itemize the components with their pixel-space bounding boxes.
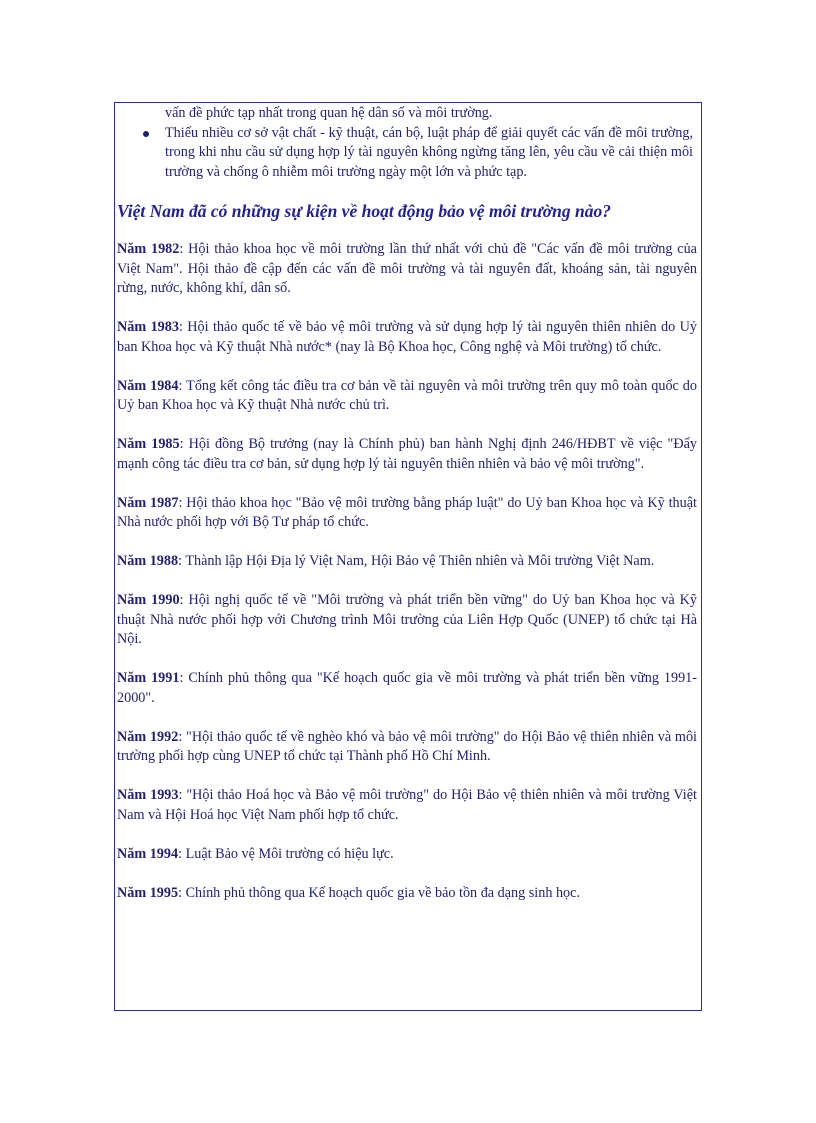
event-paragraph xyxy=(117,786,699,825)
event-year: Năm 1993 xyxy=(117,787,179,803)
event-paragraph xyxy=(117,494,699,533)
event-text: : Hội thảo khoa học "Bảo vệ môi trường bằng pháp luật" do Uỷ ban Khoa học và Kỹ thuật Nhà nước phối hợp với Bộ Tư pháp tổ chức. xyxy=(117,494,697,530)
section-heading: Việt Nam đã có những sự kiện về hoạt động bảo vệ môi trường nào? xyxy=(117,201,611,221)
event-text: : "Hội thảo Hoá học và Bảo vệ môi trường" do Hội Bảo vệ thiên nhiên và môi trường Việt Nam và Hội Hoá học Việt Nam phối hợp tổ chức. xyxy=(117,787,697,823)
event-paragraph xyxy=(117,591,699,650)
list-item xyxy=(117,124,699,183)
event-text: : Chính phủ thông qua "Kế hoạch quốc gia về môi trường và phát triển bền vững 1991-2000". xyxy=(117,670,697,706)
event-year: Năm 1987 xyxy=(117,494,179,511)
document-content xyxy=(117,104,699,923)
event-year: Năm 1988 xyxy=(117,553,179,569)
event-year: Năm 1995 xyxy=(117,884,179,901)
bullet-list xyxy=(117,104,699,182)
event-paragraph xyxy=(117,669,699,708)
event-paragraph xyxy=(117,318,699,357)
event-year: Năm 1984 xyxy=(117,377,179,394)
event-year: Năm 1994 xyxy=(117,845,179,862)
list-item-text: vấn đề phức tạp nhất trong quan hệ dân số và môi trường. xyxy=(165,105,493,121)
event-text: : Hội thảo khoa học về môi trường lần thứ nhất với chủ đề "Các vấn đề môi trường của Việt Nam". Hội thảo đề cập đến các vấn đề môi trường và tài nguyên đất, khoáng sản, tài nguyên rừng, nước, không khí, dân số. xyxy=(117,241,697,296)
event-text: : "Hội thảo quốc tế về nghèo khó và bảo vệ môi trường" do Hội Bảo vệ thiên nhiên và môi trường phối hợp cùng UNEP tổ chức tại Thành phố Hồ Chí Minh. xyxy=(117,728,697,764)
event-year: Năm 1992 xyxy=(117,728,179,745)
event-paragraph xyxy=(117,728,699,767)
event-text: : Tổng kết công tác điều tra cơ bản về tài nguyên và môi trường trên quy mô toàn quốc do Uỷ ban Khoa học và Kỹ thuật Nhà nước chủ trì. xyxy=(117,377,697,413)
event-year: Năm 1990 xyxy=(117,592,180,608)
event-text: : Luật Bảo vệ Môi trường có hiệu lực. xyxy=(178,845,394,862)
event-paragraph xyxy=(117,845,699,865)
event-paragraph xyxy=(117,884,699,904)
event-text: : Hội đồng Bộ trưởng (nay là Chính phủ) ban hành Nghị định 246/HĐBT về việc "Đẩy mạnh công tác điều tra cơ bản, sử dụng hợp lý tài nguyên thiên nhiên và bảo vệ môi trường". xyxy=(117,436,697,472)
event-text: : Thành lập Hội Địa lý Việt Nam, Hội Bảo vệ Thiên nhiên và Môi trường Việt Nam. xyxy=(178,553,655,569)
event-paragraph xyxy=(117,377,699,416)
event-paragraph xyxy=(117,435,699,474)
event-text: : Hội nghị quốc tế về "Môi trường và phát triển bền vững" do Uỷ ban Khoa học và Kỹ thuật Nhà nước phối hợp với Chương trình Môi trường của Liên Hợp Quốc (UNEP) tổ chức tại Hà Nội. xyxy=(117,592,697,647)
event-text: : Hội thảo quốc tế về bảo vệ môi trường và sử dụng hợp lý tài nguyên thiên nhiên do Uỷ ban Khoa học và Kỹ thuật Nhà nước* (nay là Bộ Khoa học, Công nghệ và Môi trường) tổ chức. xyxy=(117,319,697,355)
event-year: Năm 1991 xyxy=(117,670,180,686)
bullet-icon xyxy=(143,131,149,137)
list-item xyxy=(117,104,699,124)
event-year: Năm 1982 xyxy=(117,241,180,257)
event-paragraph xyxy=(117,240,699,299)
event-paragraph xyxy=(117,552,699,572)
event-year: Năm 1983 xyxy=(117,319,179,335)
list-item-text: Thiếu nhiều cơ sở vật chất - kỹ thuật, cán bộ, luật pháp để giải quyết các vấn đề môi trường, trong khi nhu cầu sử dụng hợp lý tài nguyên không ngừng tăng lên, yêu cầu về cải thiện môi trường và chống ô nhiễm môi trường ngày một lớn và phức tạp. xyxy=(165,124,693,180)
event-text: : Chính phủ thông qua Kế hoạch quốc gia về bảo tồn đa dạng sinh học. xyxy=(178,884,580,901)
event-year: Năm 1985 xyxy=(117,436,180,452)
